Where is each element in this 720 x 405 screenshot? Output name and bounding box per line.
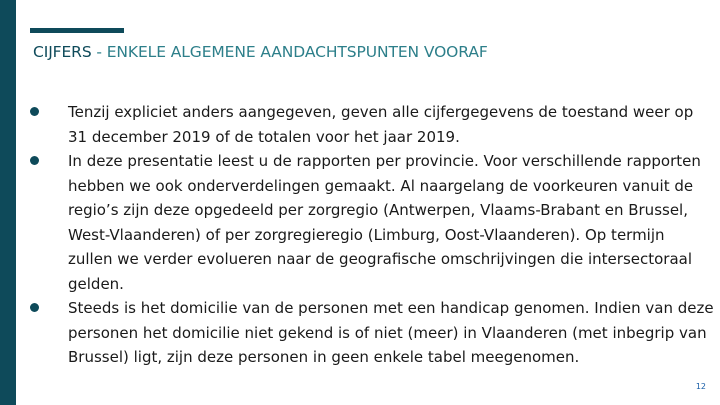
slide-title xyxy=(33,43,488,61)
bullet-item xyxy=(30,149,700,296)
bullet-item xyxy=(30,296,714,370)
bullet-line: personen het domicilie niet gekend is of niet (meer) in Vlaanderen (met inbegrip van xyxy=(68,323,707,342)
bullet-line: 31 december 2019 of de totalen voor het jaar 2019. xyxy=(68,127,460,146)
title-rule xyxy=(30,28,124,33)
bullet-line: Brussel) ligt, zijn deze personen in geen enkele tabel meegenomen. xyxy=(68,348,580,366)
bullet-line: Steeds is het domicilie van de personen met een handicap genomen. Indien van deze xyxy=(68,299,714,317)
title-sub: - ENKELE ALGEMENE AANDACHTSPUNTEN VOORAF xyxy=(91,43,488,61)
page-number: 12 xyxy=(695,382,706,391)
bullet-line: hebben we ook onderverdelingen gemaakt. Al naargelang de voorkeuren vanuit de xyxy=(68,176,694,195)
bullet-dot-icon xyxy=(30,303,39,312)
bullet-item xyxy=(30,100,700,149)
bullet-line: West-Vlaanderen) of per zorgregieregio (Limburg, Oost-Vlaanderen). Op termijn xyxy=(68,225,665,244)
bullet-line: regio’s zijn deze opgedeeld per zorgregio (Antwerpen, Vlaams-Brabant en Brussel, xyxy=(68,201,688,219)
bullet-dot-icon xyxy=(30,156,39,165)
bullet-list xyxy=(30,100,714,370)
bullet-line: zullen we verder evolueren naar de geografische omschrijvingen die intersectoraal xyxy=(68,250,693,268)
bullet-line: In deze presentatie leest u de rapporten per provincie. Voor verschillende rapporten xyxy=(68,152,701,170)
bullet-line: gelden. xyxy=(68,274,124,293)
title-main: CIJFERS xyxy=(33,43,92,61)
bullet-line: Tenzij expliciet anders aangegeven, geven alle cijfergegevens de toestand weer op xyxy=(68,103,694,121)
left-accent-bar xyxy=(0,0,16,405)
bullet-dot-icon xyxy=(30,107,39,116)
